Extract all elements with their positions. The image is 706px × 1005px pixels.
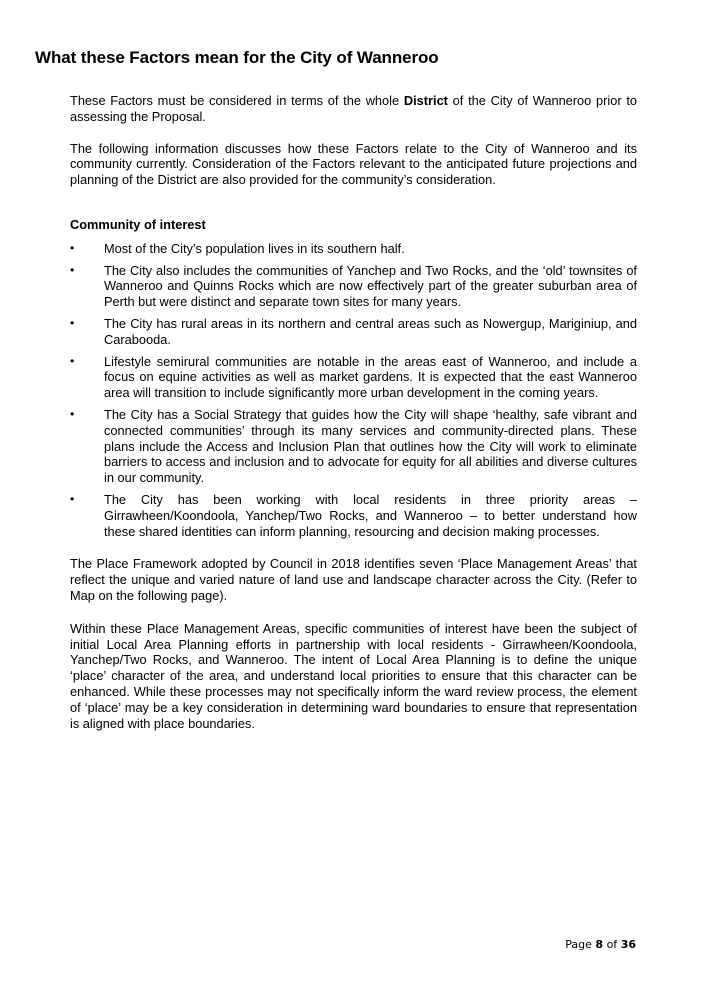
list-item-text: Most of the City’s population lives in its southern half. [104, 240, 405, 256]
list-item [70, 354, 637, 401]
list-item-text: The City has rural areas in its northern and central areas such as Nowergup, Mariginiup, and Carabooda. [104, 315, 637, 347]
list-item-text: The City has a Social Strategy that guides how the City will shape ‘healthy, safe vibrant and connected communities’ through its many services and community-directed plans. These plans include the Access and Inclusion Plan that outlines how the City will work to eliminate barriers to access and inclusion and to advocate for equity for all abilities and diverse cultures in our community. [104, 406, 637, 486]
page-word: Page [565, 938, 592, 951]
page-title: What these Factors mean for the City of Wanneroo [35, 48, 439, 67]
bullet-icon: • [70, 240, 75, 255]
community-bullet-list [70, 241, 637, 540]
list-item [70, 492, 637, 539]
intro-text-after: of the City of Wanneroo prior to assessing the Proposal. [70, 93, 638, 124]
list-item [70, 407, 637, 486]
list-item-text: The City has been working with local residents in three priority areas – Girrawheen/Koondoola, Yanchep/Two Rocks, and Wanneroo – to better understand how these shared identities can inform planning, resourcing and decision making processes. [104, 491, 637, 539]
list-item [70, 316, 637, 348]
page-footer [565, 938, 636, 951]
intro-paragraph-1 [70, 93, 637, 125]
page-number: 8 [595, 938, 604, 951]
bullet-icon: • [70, 315, 75, 330]
list-item [70, 263, 637, 310]
section-subheading: Community of interest [70, 216, 206, 232]
list-item-text: The City also includes the communities of Yanchep and Two Rocks, and the ‘old’ townsites of Wanneroo and Quinns Rocks which are now effectively part of the greater suburban area of Perth but were distinct and separate town sites for many years. [104, 262, 637, 310]
bullet-icon: • [70, 491, 75, 506]
intro-paragraph-2: The following information discusses how these Factors relate to the City of Wanneroo and its community currently. Consideration of the Factors relevant to the anticipated future projections and planning of the District are also provided for the community’s consideration. [70, 140, 637, 188]
list-item-text: Lifestyle semirural communities are notable in the areas east of Wanneroo, and include a focus on equine activities as well as market gardens. It is expected that the east Wanneroo area will transition to include significantly more urban development in the coming years. [104, 353, 637, 401]
document-body [70, 93, 637, 731]
total-pages: 36 [620, 938, 636, 951]
intro-bold-district: District [403, 93, 448, 108]
bullet-icon: • [70, 262, 75, 277]
bullet-icon: • [70, 406, 75, 421]
bullet-icon: • [70, 353, 75, 368]
of-word: of [606, 938, 618, 951]
place-areas-paragraph: Within these Place Management Areas, specific communities of interest have been the subject of initial Local Area Planning efforts in partnership with local residents - Girrawheen/Koondoola, Yanchep/Two Rocks, and Wanneroo. The intent of Local Area Planning is to define the unique ‘place’ character of the area, and understand local priorities to ensure that this character can be enhanced. While these processes may not specifically inform the ward review process, the element of ‘place’ may be a key consideration in determining ward boundaries to ensure that representation is aligned with place boundaries. [70, 620, 637, 731]
list-item [70, 241, 637, 257]
intro-text-before: These Factors must be considered in terms of the whole [70, 93, 404, 108]
place-framework-paragraph: The Place Framework adopted by Council in 2018 identifies seven ‘Place Management Areas’ that reflect the unique and varied nature of land use and landscape character across the City. (Refer to Map on the following page). [70, 556, 637, 603]
